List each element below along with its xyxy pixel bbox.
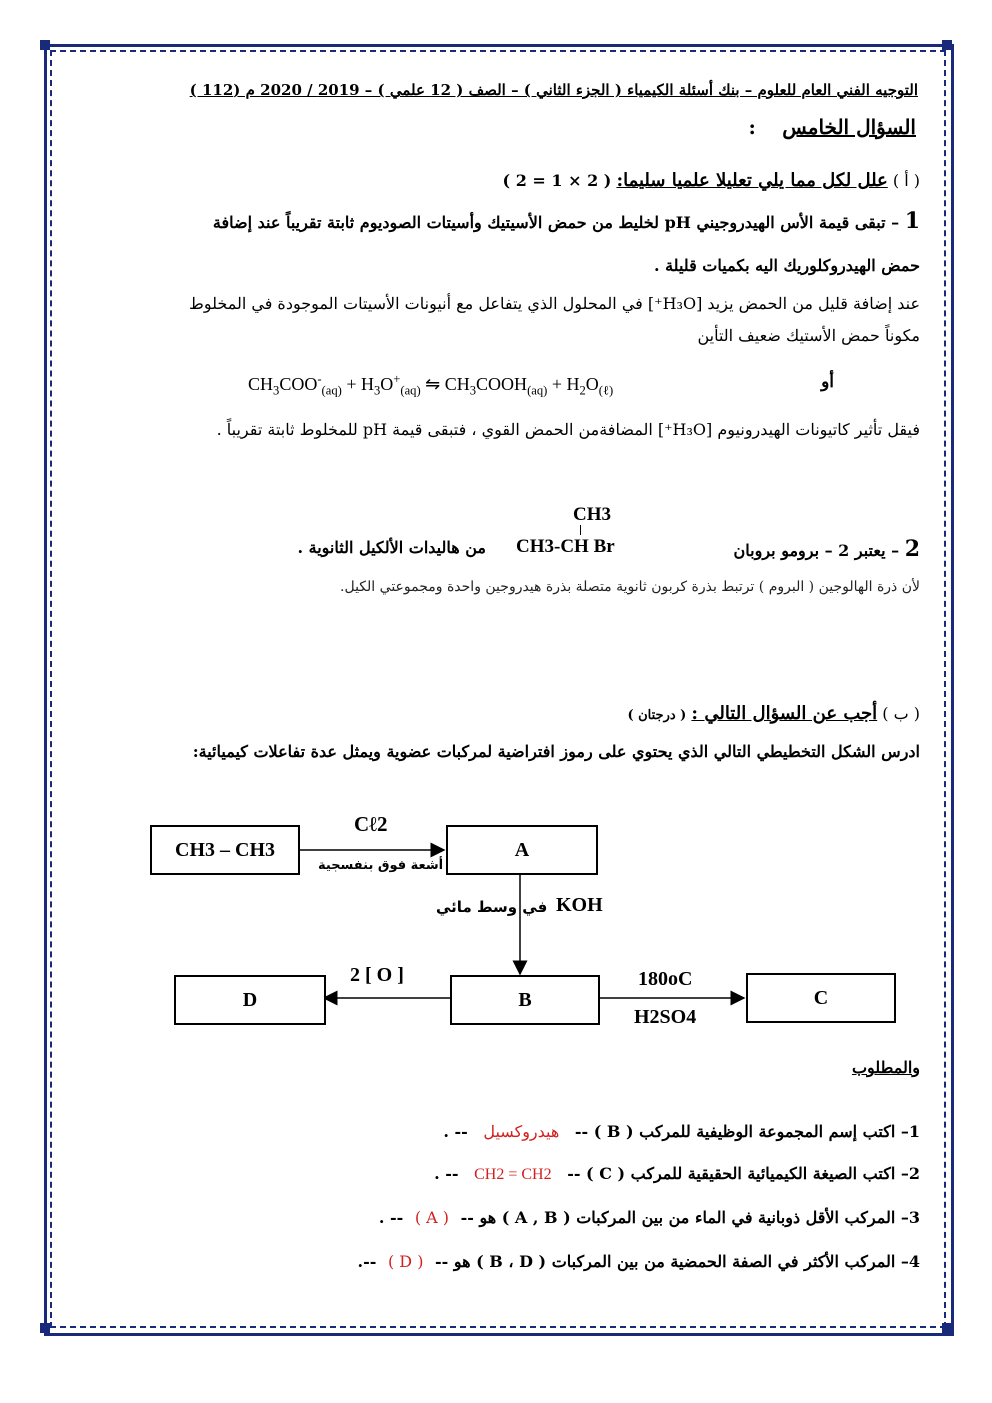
sub-question-1 — [443, 1122, 920, 1141]
item1-answer-line2: مكوناً حمض الأستيك ضعيف التأين — [697, 326, 920, 345]
box-b: B — [450, 975, 600, 1025]
label-temp: 180oC — [638, 968, 693, 990]
question-title: السؤال الخامس — [782, 115, 916, 139]
part-b-text: أجب عن السؤال التالي : — [691, 703, 878, 724]
box-c: C — [746, 973, 896, 1023]
or-label: أو — [821, 372, 834, 392]
part-b-marks: ( درجتان ) — [627, 708, 687, 723]
sub-question-4 — [358, 1252, 920, 1271]
formula-main: CH3-CH Br — [516, 536, 615, 557]
sub-question-3 — [379, 1208, 920, 1227]
q4-answer: ( D ) — [387, 1252, 424, 1271]
item2-number: 2 — [904, 536, 920, 562]
label-aqueous: في وسط مائي — [436, 898, 548, 916]
box-ethane: CH3 – CH3 — [150, 825, 300, 875]
part-a-label: ( أ ) — [892, 171, 920, 190]
q1-text: 1– اكتب إسم المجموعة الوظيفية للمركب ( B ) -- — [574, 1122, 920, 1141]
sub-question-2 — [434, 1164, 920, 1184]
label-koh: KOH — [556, 894, 603, 916]
heading-colon: : — [748, 115, 756, 139]
part-a-marks: ( 2 × 1 = 2 ) — [502, 171, 612, 190]
chemical-equation: $CH_3COO^-_{(aq)} + H_3O^+_{(aq)}$ ⇋ $CH_3COOH_{(aq)} + H_2O_{(\ell)}$ — [248, 372, 614, 398]
item1-text: – تبقى قيمة الأس الهيدروجيني pH لخليط من حمض الأسيتيك وأسيتات الصوديوم ثابتة تقريباً عند إضافة — [212, 213, 900, 232]
q1-answer: هيدروكسيل — [483, 1122, 560, 1141]
q4-text: 4– المركب الأكثر في الصفة الحمضية من بين المركبات ( B ، D ) هو -- — [435, 1252, 920, 1271]
q1-end: -- . — [443, 1122, 468, 1141]
label-oxidation: 2 [ O ] — [350, 964, 404, 986]
label-cl2: Cℓ2 — [354, 812, 388, 836]
q4-end: --. — [357, 1252, 377, 1271]
item2-text-start: – يعتبر 2 – برومو بروبان — [733, 541, 900, 560]
part-b-label: ( ب ) — [882, 704, 920, 723]
box-a: A — [446, 825, 598, 875]
q3-text: 3– المركب الأقل ذوبانية في الماء من بين المركبات ( A , B ) هو -- — [460, 1208, 920, 1227]
q3-answer: ( A ) — [414, 1208, 450, 1227]
item2-text-end: من هاليدات الألكيل الثانوية . — [297, 538, 486, 557]
part-b-intro: ادرس الشكل التخطيطي التالي الذي يحتوي على رموز افتراضية لمركبات عضوية ويمثل عدة تفاعلات كيميائية: — [192, 742, 920, 761]
page-header: التوجيه الفني العام للعلوم – بنك أسئلة الكيمياء ( الجزء الثاني ) – الصف ( 12 علمي ) – 2019 / 2020 م (112 ) — [189, 81, 918, 99]
item1-answer-line3: فيقل تأثير كاتيونات الهيدرونيوم [H₃O⁺] المضافةمن الحمض القوي ، فتبقى قيمة pH للمخلوط ثابتة تقريباً . — [216, 420, 920, 439]
item1-answer-line1: عند إضافة قليل من الحمض يزيد [H₃O⁺] في المحلول الذي يتفاعل مع أنيونات الأسيتات الموجودة في المخلوط — [189, 294, 920, 313]
q3-end: -- . — [378, 1208, 404, 1227]
q2-text: 2– اكتب الصيغة الكيميائية الحقيقية للمركب ( C ) -- — [567, 1164, 920, 1183]
item2-answer: لأن ذرة الهالوجين ( البروم ) ترتبط بذرة كربون ثانوية متصلة بذرة هيدروجين واحدة ومجموعتي الكيل. — [340, 579, 920, 595]
formula-branch: CH3 — [573, 504, 611, 525]
label-uv: أشعة فوق بنفسجية — [318, 858, 444, 873]
item1-number: 1 — [904, 208, 920, 234]
part-a-text: علل لكل مما يلي تعليلا علميا سليما: — [616, 170, 888, 191]
label-h2so4: H2SO4 — [634, 1006, 697, 1028]
q2-end: -- . — [434, 1164, 459, 1183]
box-d: D — [174, 975, 326, 1025]
item1-line2: حمض الهيدروكلوريك اليه بكميات قليلة . — [653, 256, 920, 275]
required-label: والمطلوب — [851, 1058, 920, 1077]
q2-answer: CH2 = CH2 — [474, 1166, 552, 1183]
